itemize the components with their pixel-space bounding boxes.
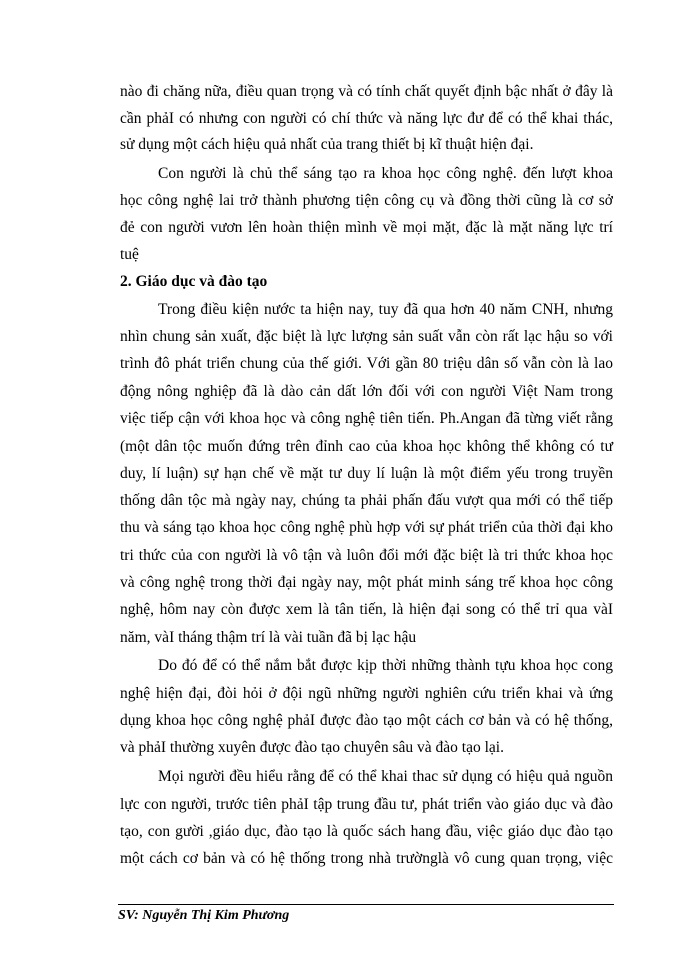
paragraph-line: và công nghệ trong thời đại ngày nay, một phát minh sáng trế khoa học công <box>120 574 613 591</box>
paragraph-line: dụng khoa học công nghệ phảI được đào tạo một cách cơ bản và có hệ thống, <box>120 712 613 729</box>
paragraph-line: một cách cơ bản và có hệ thống trong nhà trườnglà vô cung quan trọng, việc <box>120 850 613 867</box>
paragraph-line: thu và sáng tạo khoa học công nghệ phù hợp với sự phát triển của thời đại kho <box>120 519 613 536</box>
paragraph-line: năm, vàI tháng thậm trí là vài tuần đã bị lạc hậu <box>120 629 417 646</box>
paragraph-line: (một dân tộc muốn đứng trên đỉnh cao của khoa học không thể không có tư <box>120 438 613 455</box>
paragraph-line: cần phảI có nhưng con người có chí thức và năng lực đư để có thể khai thác, <box>120 110 613 127</box>
paragraph-line: Do đó để có thể nắm bắt được kịp thời những thành tựu khoa học cong <box>158 657 613 674</box>
section-heading: 2. Giáo dục và đào tạo <box>120 273 268 290</box>
paragraph-line: động nông nghiệp đã là dào cản dất lớn đối với con người Việt Nam trong <box>120 383 613 400</box>
paragraph-line: học công nghệ lai trở thành phương tiện công cụ và đồng thời cũng là cơ sở <box>120 192 613 209</box>
paragraph-line: tạo, con gười ,giáo dục, đào tạo là quốc sách hang đầu, việc giáo dục đào tạo <box>120 823 613 840</box>
paragraph-line: nghệ hiện đại, đòi hỏi ở đội ngũ những người nghiên cứu triển khai và ứng <box>120 685 613 702</box>
paragraph-line: Trong điều kiện nước ta hiện nay, tuy đã qua hơn 40 năm CNH, nhưng <box>158 301 613 318</box>
paragraph-line: Con người là chủ thể sáng tạo ra khoa học công nghệ. đến lượt khoa <box>158 165 613 182</box>
paragraph-line: việc tiếp cận với khoa học và công nghệ tiên tiến. Ph.Angan đã từng viết rằng <box>120 410 613 427</box>
paragraph-line: nghệ, hôm nay còn được xem là tân tiến, là hiện đại song có thể trỉ qua vàI <box>120 601 613 618</box>
paragraph-line: thống dân tộc mà ngày nay, chúng ta phải phấn đấu vượt qua mới có thể tiếp <box>120 492 613 509</box>
paragraph-line: lực con người, trước tiên phảI tập trung đầu tư, phát triển vào giáo dục và đào <box>120 796 613 813</box>
footer-author: SV: Nguyễn Thị Kim Phương <box>118 908 290 923</box>
footer-divider <box>118 904 614 905</box>
paragraph-line: Mọi người đều hiểu rằng để có thể khai thac sử dụng có hiệu quả nguồn <box>158 768 613 785</box>
paragraph-line: nhìn chung sản xuất, đặc biệt là lực lượng sản suất vẫn còn rất lạc hậu so với <box>120 328 613 345</box>
paragraph-line: tuệ <box>120 246 139 263</box>
paragraph-line: duy, lí luận) sự hạn chế về mặt tư duy lí luận là một điểm yếu trong truyền <box>120 465 613 482</box>
paragraph-line: trình đô phát triển chung của thế giới. Với gần 80 triệu dân số vẫn còn là lao <box>120 355 613 372</box>
paragraph-line: nào đi chăng nữa, điều quan trọng và có tính chất quyết định bậc nhất ở đây là <box>120 83 613 100</box>
paragraph-line: sử dụng một cách hiệu quả nhất của trang thiết bị kĩ thuật hiện đại. <box>120 136 534 153</box>
paragraph-line: đẻ con người vươn lên hoàn thiện mình về mọi mặt, đặc là mặt năng lực trí <box>120 219 613 236</box>
paragraph-line: và phảI thường xuyên được đào tạo chuyên sâu và đào tạo lại. <box>120 739 504 756</box>
paragraph-line: tri thức của con người là vô tận và luôn đổi mới đặc biệt là tri thức khoa học <box>120 547 613 564</box>
